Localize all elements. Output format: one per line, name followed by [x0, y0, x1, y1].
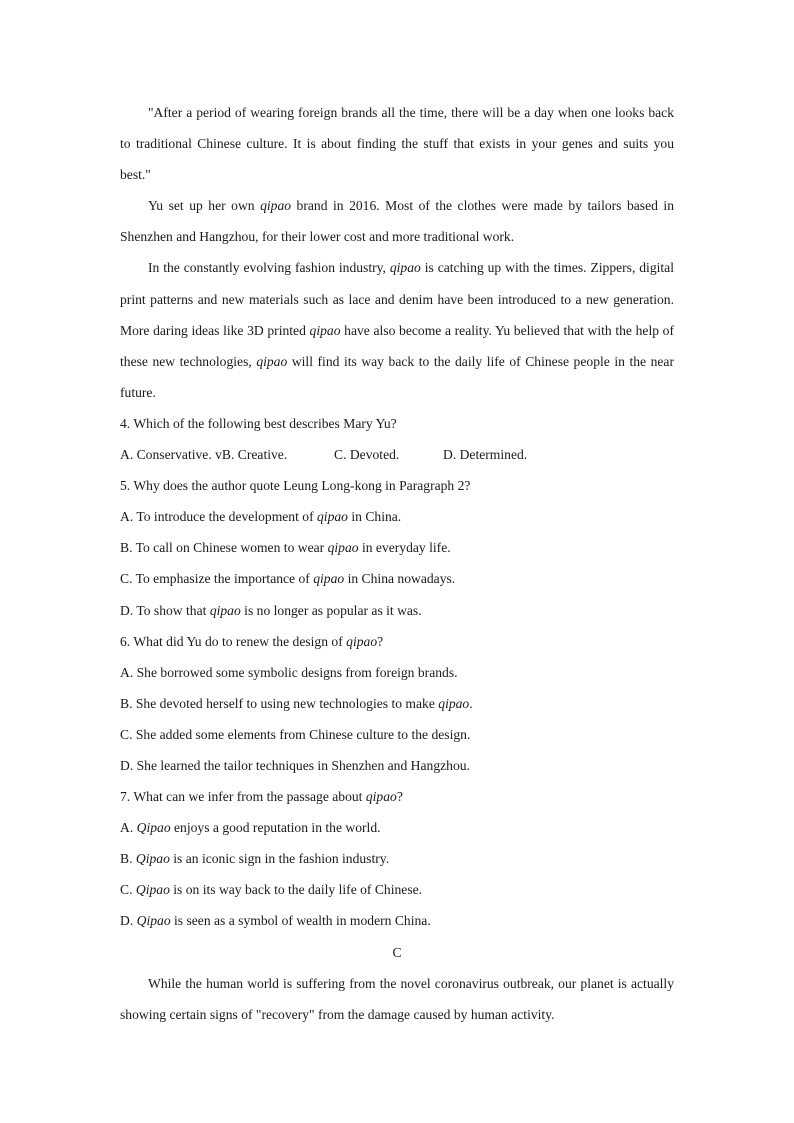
italic-term: qipao	[317, 509, 348, 525]
document-page	[120, 97, 674, 1030]
question-4-stem: 4. Which of the following best describes Mary Yu?	[120, 415, 397, 431]
question-6-stem: 6. What did Yu do to renew the design of qipao?	[120, 633, 384, 649]
italic-term: qipao	[313, 571, 345, 587]
italic-term: qipao	[346, 633, 378, 649]
question-4-options	[120, 439, 674, 470]
question-6-option-d: D. She learned the tailor techniques in Shenzhen and Hangzhou.	[120, 757, 470, 773]
question-5-option-d: D. To show that qipao is no longer as popular as it was.	[120, 602, 422, 618]
italic-term: qipao	[260, 198, 292, 214]
question-6-option-c: C. She added some elements from Chinese culture to the design.	[120, 726, 471, 742]
paragraph-quote: "After a period of wearing foreign brands all the time, there will be a day when one looks back to traditional Chinese culture. It is about finding the stuff that exists in your genes and suits you best."	[120, 105, 674, 183]
question-6-option-a: A. She borrowed some symbolic designs from foreign brands.	[120, 664, 458, 680]
italic-term: qipao	[309, 322, 341, 338]
italic-term: qipao	[389, 260, 421, 276]
italic-term: Qipao	[135, 851, 170, 867]
section-c-heading: C	[392, 944, 402, 960]
question-5-option-a: A. To introduce the development of qipao in China.	[120, 509, 402, 525]
italic-term: qipao	[209, 602, 241, 618]
paragraph-technology: In the constantly evolving fashion industry, qipao is catching up with the times. Zippers, digital print patterns and new materials such as lace and denim have been introduced to a new generation. More daring ideas like 3D printed qipao have also become a reality. Yu believed that with the help of these new technologies, qipao will find its way back to the daily life of Chinese people in the near future.	[120, 260, 674, 400]
question-4-option-ab: A. Conservative. vB. Creative.	[120, 447, 288, 463]
italic-term: qipao	[256, 353, 288, 369]
question-7-option-a: A. Qipao enjoys a good reputation in the world.	[120, 820, 381, 836]
paragraph-brand: Yu set up her own qipao brand in 2016. Most of the clothes were made by tailors based in Shenzhen and Hangzhou, for their lower cost and more traditional work.	[120, 198, 674, 245]
question-6-option-b: B. She devoted herself to using new technologies to make qipao.	[120, 695, 473, 711]
italic-term: Qipao	[135, 882, 170, 898]
question-7-option-d: D. Qipao is seen as a symbol of wealth in modern China.	[120, 913, 431, 929]
question-4-option-c: C. Devoted.	[334, 447, 400, 463]
question-7-stem: 7. What can we infer from the passage about qipao?	[120, 789, 403, 805]
italic-term: Qipao	[136, 913, 171, 929]
question-5-option-b: B. To call on Chinese women to wear qipao in everyday life.	[120, 540, 451, 556]
paragraph-section-c: While the human world is suffering from the novel coronavirus outbreak, our planet is actually showing certain signs of "recovery" from the damage caused by human activity.	[120, 975, 674, 1022]
italic-term: qipao	[438, 695, 470, 711]
question-5-option-c: C. To emphasize the importance of qipao in China nowadays.	[120, 571, 456, 587]
question-7-option-c: C. Qipao is on its way back to the daily life of Chinese.	[120, 882, 423, 898]
question-7-option-b: B. Qipao is an iconic sign in the fashion industry.	[120, 851, 390, 867]
question-5-stem: 5. Why does the author quote Leung Long-kong in Paragraph 2?	[120, 478, 471, 494]
italic-term: qipao	[327, 540, 359, 556]
italic-term: Qipao	[136, 820, 171, 836]
italic-term: qipao	[365, 789, 397, 805]
question-4-option-d: D. Determined.	[443, 447, 528, 463]
